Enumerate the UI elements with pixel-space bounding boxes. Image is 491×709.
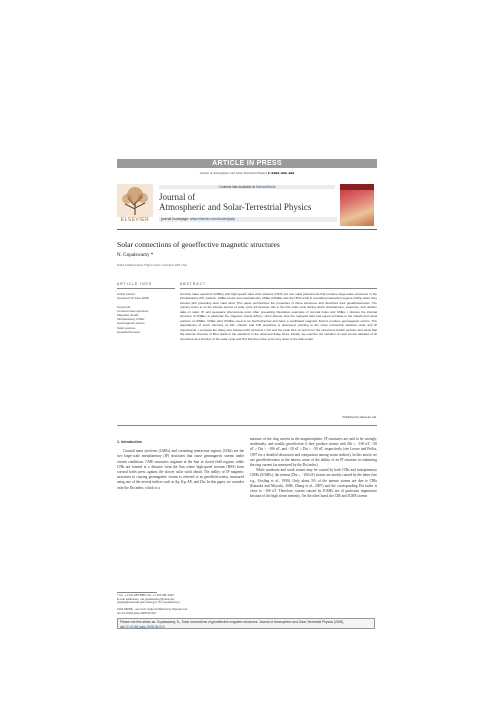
journal-title-line-1: Journal of (159, 192, 196, 202)
footnote-rule (117, 592, 157, 593)
abstract-text: Coronal mass ejections (CMEs) and high-speed solar wind streams (HSS) are two solar phenomena that produce large-scale structures in the interplanetary (IP) medium. CMEs evolve into interplanetary CMEs (ICMEs) and the HSS result in corotating interaction regions (CIRs) when they interact with preceding slow solar wind. This paper summarizes the properties of these structures and describes their geoeffectiveness. The primary focus is on the intense storms of solar cycle 23 because this is the first solar cycle during which simultaneous, extensive, and uniform data on solar, IP, and geospace phenomena exist. After presenting illustrative examples of coronal holes and CMEs, I discuss the internal structure of ICMEs, in particular the magnetic clouds (MCs). I then discuss how the magnetic field and speed correlate in the sheath and cloud portions of ICMEs. CMEs (and ICMEs) need to be Earth-directed and have a southward magnetic field to produce geomagnetic storms. The dependence of storm intensity on MC, sheath, and CIR properties is discussed, pointing to the close connection between solar and IP phenomena. I compare the delay time between MC arrival at 1 AU and the peak time of storms for the cloud and sheath portions and show that the internal structure of MCs leads to the variations in the observed delay times. Finally, we examine the variation of solar source latitudes of IP structures as a function of the solar cycle and find that they have to be very close to the disk center. (180, 292, 377, 341)
abstract-rule (180, 288, 377, 289)
keyword: Geomagnetic storms (117, 321, 145, 326)
article-info-header: ARTICLE INFO (117, 282, 153, 286)
journal-homepage-line (159, 217, 337, 222)
publisher-logo-text: ELSEVIER (120, 217, 150, 223)
journal-running-head: Journal of Atmospheric and Solar-Terrestrial Physics ■ (■■■■) ■■■–■■■ (199, 171, 295, 175)
abstract-end-rule (117, 425, 377, 426)
footnote-line: * Tel.: +1 301 286 5885; fax: +1 301 286 1433. (117, 594, 175, 597)
body-column-left (117, 440, 244, 491)
citation-box (117, 618, 375, 629)
article-info-list (117, 292, 175, 334)
author-affiliation: NASA Goddard Space Flight Center, Greenbelt, MD, USA (117, 263, 187, 267)
footnote-block (117, 594, 244, 616)
contents-prefix: Contents lists available at (218, 185, 256, 189)
keyword: Solar sources (117, 325, 136, 330)
footnote-line: doi:10.1016/j.jastp.2008.06.010 (117, 611, 157, 615)
journal-masthead (117, 183, 377, 230)
keyword: Magnetic clouds (117, 313, 139, 318)
article-title: Solar connections of geoeffective magnetic structures (117, 240, 280, 249)
homepage-prefix: journal homepage: (161, 217, 191, 221)
article-info-line: Article history: (117, 292, 136, 296)
footnote-line: E-mail addresses: nat.gopalswamy@nasa.gov, (117, 597, 176, 601)
footnote-line: gopals@ssedmail.gsfc.nasa.gov (N. Gopalswamy). (117, 601, 181, 605)
article-in-press-banner: ARTICLE IN PRESS (117, 159, 377, 168)
footnote-line: 1364-6826/$ - see front matter Published by Elsevier Ltd. (117, 608, 188, 612)
article-author: N. Gopalswamy * (117, 253, 154, 258)
sciencedirect-link[interactable]: ScienceDirect (255, 185, 276, 189)
keyword: Interplanetary CMEs (117, 317, 145, 322)
homepage-link[interactable]: www.elsevier.com/locate/jastp (190, 217, 236, 221)
citation-text: Please cite this article as: Gopalswamy, N., Solar connections of geoeffective magnetic structures. Journal of Atmospheric and Solar-Terrestrial Physics (2008), doi: (120, 620, 344, 629)
article-info-line: Keywords: (117, 304, 132, 309)
body-paragraph: While moderate and weak storms may be caused by both CIRs and interplanetary CMEs (ICMEs), the intense (Dst ≤ −100 nT) storms are mostly caused by the latter (see e.g., Gosling et al., 1990). Only about 5% of the intense storms are due to CIRs (Kataoka and Miyoshi, 2006; Zhang et al., 2007) and the corresponding Dst index is close to −100 nT. Therefore, storms caused by ICMEs are of particular importance because of the high storm intensity. On the other hand, the CIR and ICME storms (250, 468, 377, 499)
journal-cover-thumbnail (340, 184, 374, 226)
keyword: Coronal mass ejections (117, 308, 149, 313)
contents-list-line (159, 185, 335, 189)
keyword: Geoeffectiveness (117, 329, 141, 334)
section-heading: 1. Introduction (117, 440, 142, 444)
journal-title-line-2: Atmospheric and Solar-Terrestrial Physics (159, 202, 312, 212)
article-info-rule (117, 288, 175, 289)
body-paragraph: measure of the ring current in the magnetosphere. IP structures are said to be strongly, moderately, and weakly geoeffective if they produce storms with Dst ≤ −100 nT, −50 nT ≥ Dst > −100 nT, and −30 nT ≥ Dst > −50 nT, respectively (see Loewe and Prölss, 1997 for a detailed discussion and comparison among storm indices). In this article we use geoeffectiveness in the narrow sense of the ability of an IP structure in enhancing the ring current (as measured by the Dst index). (250, 437, 377, 468)
cover-title-bar (340, 184, 374, 190)
article-info-line: Accepted 10 June 2008 (117, 296, 149, 301)
abstract-header: ABSTRACT (180, 282, 207, 286)
body-column-right (250, 437, 377, 499)
body-paragraph: Coronal mass ejections (CMEs) and corotating interaction regions (CIRs) are the two large-scale interplanetary (IP) structures that cause geomagnetic storms under certain conditions. CME structures originate at the Sun in closed field regions, while CIRs are formed at a distance from the Sun where high-speed streams (HSS) from coronal holes press against the slower solar wind ahead. The ability of IP magnetic structures in causing geomagnetic storms is referred to as geoeffectiveness, measured using one of the several indices such as Ap, Kp, AE, and Dst. In this paper, we consider only the Dst index, which is a (117, 449, 244, 490)
published-by-note: Published by Elsevier Ltd. (342, 415, 377, 419)
citation-doi-link[interactable]: 10.1016/j.jastp.2008.06.010 (125, 624, 165, 629)
